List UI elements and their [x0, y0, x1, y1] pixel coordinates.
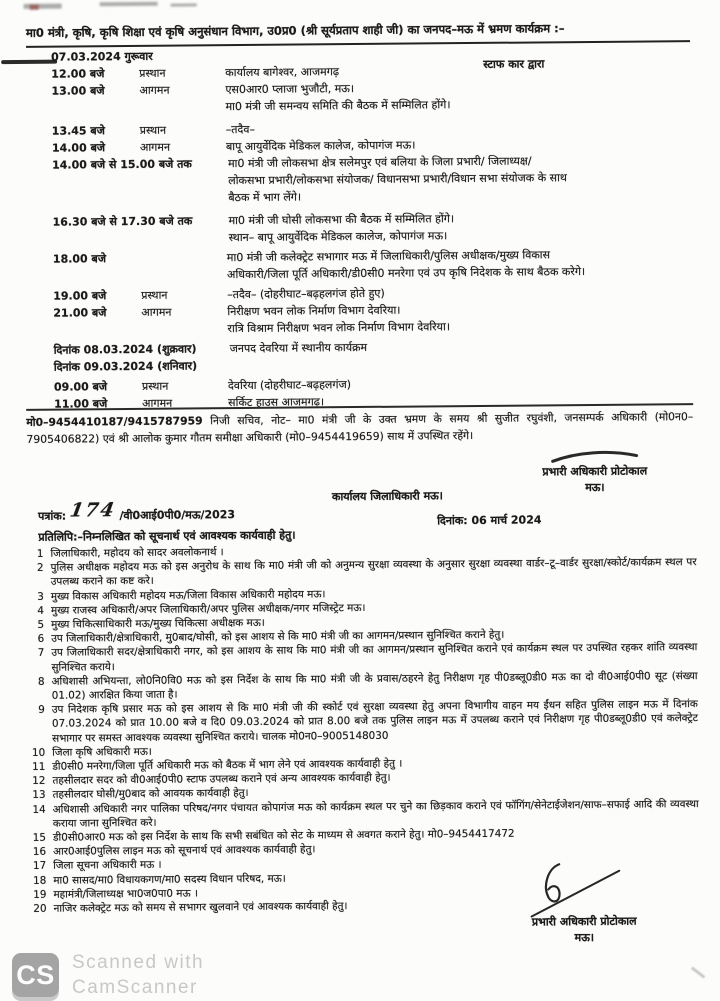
signature-stroke — [549, 448, 641, 465]
date-label: दिनांक 08.03.2024 (शुक्रवार) — [53, 342, 197, 357]
action: प्रस्थान — [139, 123, 167, 137]
desc-line: एस0आर0 प्लाजा भुजौटी, मऊ। — [225, 82, 355, 97]
action: प्रस्थान — [141, 288, 168, 302]
time-range: 16.30 बजे से 17.30 बजे तक — [52, 214, 193, 229]
ref-rest: /वी0आई0पी0/मऊ/2023 — [119, 508, 236, 523]
action: आगमन — [141, 305, 172, 319]
scan-artifact-red — [30, 5, 39, 10]
desc-line: लोकसभा प्रभारी/लोकसभा संयोजक/ विधानसभा प्रभारी/विधान सभा संयोजक के साथ — [228, 171, 567, 188]
copy-item: 17 जिला सूचना अधिकारी मऊ । — [32, 859, 162, 873]
time: 18.00 बजे — [52, 252, 107, 266]
staff-car-note: स्टाफ कार द्वारा — [483, 57, 545, 71]
time: 09.00 बजे — [53, 380, 108, 394]
time: 13.00 बजे — [51, 84, 105, 98]
camscanner-logo-icon: CS — [12, 953, 59, 997]
copy-item: 16 आर0आई0पुलिस लाइन मऊ को सूचनार्थ एवं आवश्यक कार्यवाही हेतु। — [32, 843, 316, 859]
desc-line: मा0 मंत्री जी कलेक्ट्रेट सभागार मऊ में जिलाधिकारी/पुलिस अधीक्षक/मुख्य विकास — [226, 248, 551, 265]
scan-artifact — [171, 3, 197, 6]
reference-number — [38, 501, 235, 525]
signatory-title: प्रभारी अधिकारी प्रोटोकाल — [531, 914, 637, 929]
action: प्रस्थान — [141, 379, 169, 393]
schedule-row — [0, 77, 705, 117]
ref-number-handwritten: 174 — [68, 499, 118, 522]
note-paragraph — [26, 403, 693, 448]
schedule-row — [0, 245, 706, 285]
time: 12.00 बजे — [51, 67, 105, 81]
desc-line: –तदैव– (दोहरीघाट–बढ़हलगंज होते हुए) — [227, 286, 385, 302]
desc-line: –तदैव– — [225, 122, 256, 137]
camscanner-watermark — [12, 950, 204, 1000]
time: 13.45 बजे — [51, 124, 105, 138]
tour-schedule — [0, 43, 707, 413]
ref-label: पत्रांक: — [38, 509, 67, 523]
copy-item: 15 डी0सी0आर0 मऊ को इस निर्देश के साथ कि सभी सबंधित को सेट के माध्यम से अवगत कराने हेतु। मो0–9454417472 — [32, 827, 515, 844]
desc-line: मा0 मंत्री जी घोसी लोकसभा की बैठक में सम्मिलित होंगे। — [228, 212, 455, 228]
camscanner-text: Scanned with CamScanner — [72, 952, 205, 998]
copy-heading: प्रतिलिपि:–निम्नलिखित को सूचनार्थ एवं आवश्यक कार्यवाही हेतु। — [38, 528, 296, 544]
desc-line: देवरिया (दोहरीघाट–बढ़हलगंज) — [227, 378, 352, 393]
note-phones: मो0–9454410187/9415787959 — [26, 414, 203, 429]
copy-item: 13 तहसीलदार घोसी/मु0बाद को आवयक कार्यवाही हेतु। — [32, 787, 249, 802]
copy-item: 9 उप निदेशक कृषि प्रसार मऊ को इस आशय से कि मा0 मंत्री जी की स्कोर्ट एवं सुरक्षा व्यवस्था हेतु अपना विभागीय वाहन मय ईंधन सहित पुलिस लाइन मऊ में दिनांक 07.03.2024 को प्रात 10.00 बजे व दि0 09.03.2024 को प्रात 8.00 बजे तक पुलिस लाइन मऊ में उपलब्ध कराने एवं निरीक्षण गृह पी0डब्लू0डी0 एवं कलेक्ट्रेट सभागार पर समस्त आवश्यक व्यवस्था सुनिश्चित कराये। चालक मो0न0–9005148030 — [38, 698, 698, 745]
signatory-place: मऊ। — [574, 930, 595, 944]
date-line: दिनांक: 06 मार्च 2024 — [437, 513, 542, 528]
desc-line: मा0 मंत्री जी समन्वय समिति की बैठक में सम्मिलित होंगे। — [225, 98, 451, 114]
signature-block-2 — [492, 913, 677, 946]
copy-item: 10 जिला कृषि अधिकारी मऊ। — [31, 745, 152, 759]
desc-line: अधिकारी/जिला पूर्ति अधिकारी/डी0सी0 मनरेगा एवं उप कृषि निदेशक के साथ बैठक करेगे। — [226, 265, 586, 282]
desc-line: बापू आयुर्वेदिक मेडिकल कालेज, कोपागंज मऊ। — [225, 138, 416, 154]
copy-item: 7 उप जिलाधिकारी सदर/क्षेत्राधिकारी नगर, को इस आशय के साथ कि मा0 मंत्री जी का आगमन/प्रस्थान सुनिश्चित कराने एवं कार्यक्रम स्थल पर उपस्थित रहकर शांति व्यवस्था सुनिश्चित कराये। — [37, 641, 698, 674]
copy-item: 4 मुख्य राजस्व अधिकारी/अपर जिलाधिकारी/अपर पुलिस अधीक्षक/नगर मजिस्ट्रेट मऊ। — [37, 601, 366, 617]
note-text: निजी सचिव, नोट– मा0 मंत्री जी के उक्त भ्रमण के समय श्री सुजीत रघुवंशी, जनसम्पर्क अधिकारी (मो0न0– 7905406822) एवं श्री आलोक कुमार गौतम समीक्षा अधिकारी (मो0–9454419659) साथ में उपस्थित रहेंगे। — [26, 410, 694, 446]
desc-line: रात्रि विश्राम निरीक्षण भवन लोक निर्माण विभाग देवरिया। — [227, 320, 451, 336]
action — [141, 249, 227, 284]
time: 21.00 बजे — [53, 306, 107, 320]
copy-item: 12 तहसीलदार सदर को वी0आई0पी0 स्टाफ उपलब्ध कराने एवं अन्य आवश्यक कार्यवाही हेतु। — [32, 771, 391, 788]
date-label: दिनांक 09.03.2024 (शनिवार) — [53, 359, 198, 374]
office-line: कार्यालय जिलाधिकारी मऊ। — [331, 489, 444, 504]
desc-line: सर्किट हाउस आजमगढ़। — [228, 395, 325, 410]
time: 11.00 बजे — [54, 397, 108, 411]
copy-item: 5 मुख्य चिकित्साधिकारी मऊ/मुख्य चिकित्सा अधीक्षक मऊ। — [37, 616, 265, 631]
action: आगमन — [139, 83, 170, 97]
document-title: मा0 मंत्री, कृषि, कृषि शिक्षा एवं कृषि अनुसंधान विभाग, उ0प्र0 (श्री सूर्यप्रताप शाही जी) का जनपद–मऊ में भ्रमण कार्यक्रम :– — [26, 20, 690, 48]
desc-line: मा0 मंत्री जी लोकसभा क्षेत्र सलेमपुर एवं बलिया के जिला प्रभारी/ जिलाध्यक्ष/ — [227, 154, 532, 171]
copy-item: 14 अधिशासी अधिकारी नगर पालिका परिषद/नगर पंचायत कोपागंज मऊ को कार्यक्रम स्थल पर चुने का छिड़काव कराने एवं फॉगिंग/सेनेटाईजेशन/साफ–सफाई आदि की व्यवस्था कराया जाना सुनिश्चित करे। — [32, 797, 699, 830]
time: 19.00 बजे — [53, 289, 107, 303]
signature-block-1 — [500, 447, 690, 496]
action: आगमन — [142, 396, 173, 410]
schedule-row — [0, 208, 706, 248]
day1-header: 07.03.2024 गुरूवार — [51, 49, 153, 64]
desc-line: निरीक्षण भवन लोक निर्माण विभाग देवरिया। — [227, 303, 401, 319]
desc-line: स्थान– बापू आयुर्वेदिक मेडिकल कालेज, कोपागंज मऊ। — [228, 229, 448, 245]
copy-item: 20 नाजिर कलेक्ट्रेट मऊ को समय से सभागर खुलवाने एवं आवश्यक कार्यवाही हेतु। — [33, 900, 348, 915]
scan-artifact — [100, 2, 158, 7]
desc-line: कार्यालय बागेश्वर, आजमगढ़ — [225, 65, 340, 80]
scan-artifact — [691, 967, 706, 979]
action: प्रस्थान — [139, 66, 166, 80]
schedule-row — [0, 151, 705, 208]
schedule-row — [0, 299, 707, 339]
copy-item: 11 डी0सी0 मनरेगा/जिला पूर्ति अधिकारी मऊ को बैठक में भाग लेने एवं आवश्यक कार्यवाही हेतु । — [32, 757, 403, 773]
copy-item: 6 उप जिलाधिकारी/क्षेत्राधिकारी, मु0बाद/घोसी, को इस आशय से कि मा0 मंत्री जी का आगमन/प्रस्थान सुनिश्चित कराने हेतु। — [37, 628, 505, 646]
desc-line: बैठक में भाग लेंगे। — [228, 190, 302, 205]
copy-item: 19 महामंत्री/जिलाध्यक्ष भा0ज0पा0 मऊ । — [33, 887, 198, 901]
copy-item: 3 मुख्य विकास अधिकारी महोदय मऊ/जिला विकास अधिकारी महोदय मऊ। — [37, 587, 326, 603]
desc-line: जनपद देवरिया में स्थानीय कार्यक्रम — [229, 340, 368, 356]
signatory-title: प्रभारी अधिकारी प्रोटोकाल — [542, 464, 648, 479]
signatory-place: मऊ। — [585, 480, 605, 494]
time-range: 14.00 बजे से 15.00 बजे तक — [52, 157, 192, 172]
copy-item: 2 पुलिस अधीक्षक महोदय मऊ को इस अनुरोध के साथ कि मा0 मंत्री जी को अनुमन्य सुरक्षा व्यवस्था के अनुसार सुरक्षा व्यवस्था वार्डर–टू–वार्डर सुरक्षा/स्कोर्ट/कार्यक्रम स्थल पर उपलब्ध कराने का कष्ट करे। — [36, 556, 697, 589]
copy-item: 8 अधिशासी अभियन्ता, लो0नि0वि0 मऊ को इस निर्देश के साथ कि मा0 मंत्री जी के प्रवास/ठहरने हेतु निरीक्षण गृह पी0डब्लू0डी0 मऊ का दो वी0आई0पी0 सूट (संख्या 01.02) आरक्षित किया जाता है। — [37, 669, 698, 702]
copy-item: 18 मा0 सासद/मा0 विधायकगण/मा0 सदस्य विधान परिषद, मऊ। — [33, 872, 286, 887]
action: आगमन — [139, 140, 171, 154]
time: 14.00 बजे — [51, 141, 106, 155]
copy-item: 1 जिलाधिकारी, महोदय को सादर अवलोकनार्थ । — [36, 546, 224, 560]
